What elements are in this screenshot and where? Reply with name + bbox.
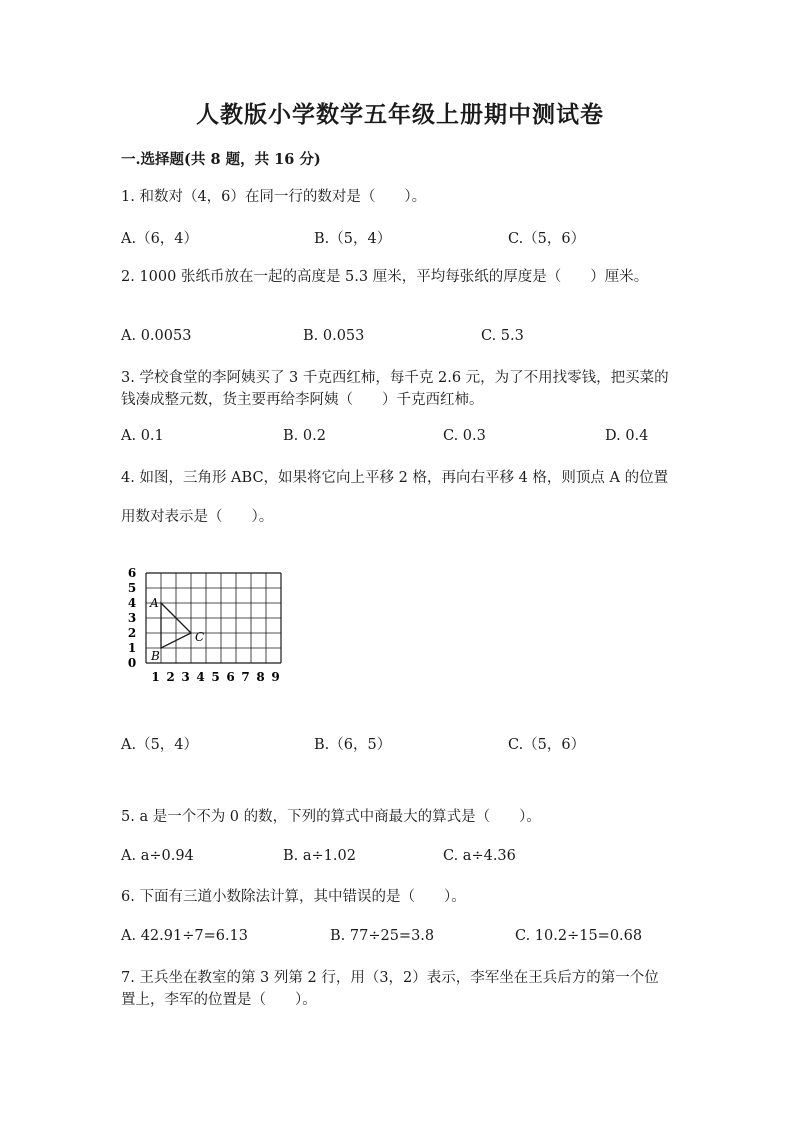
vertex-label-a: A (150, 596, 159, 610)
q1-option-c: C.（5，6） (508, 231, 586, 247)
x-tick-label: 5 (211, 670, 220, 684)
question-5: 5. a 是一个不为 0 的数，下列的算式中商最大的算式是（ ）。 (121, 809, 541, 825)
y-tick-label: 3 (127, 611, 137, 625)
x-tick-label: 3 (181, 670, 190, 684)
vertex-label-c: C (195, 630, 205, 644)
vertex-label-b: B (151, 649, 160, 663)
q5-option-b: B. a÷1.02 (283, 848, 356, 864)
q4-option-a: A.（5，4） (121, 737, 199, 753)
q5-option-c: C. a÷4.36 (443, 848, 516, 864)
q4-option-b: B.（6，5） (314, 737, 392, 753)
question-1: 1. 和数对（4，6）在同一行的数对是（ ）。 (121, 189, 427, 205)
x-tick-label: 4 (196, 670, 205, 684)
question-4: 4. 如图，三角形 ABC，如果将它向上平移 2 格，再向右平移 4 格，则顶点 A 的位置用数对表示是（ ）。 (121, 470, 669, 525)
x-tick-label: 9 (271, 670, 280, 684)
y-tick-label: 1 (127, 641, 137, 655)
q2-option-c: C. 5.3 (481, 328, 524, 344)
q3-option-b: B. 0.2 (283, 428, 326, 444)
vertex-labels (149, 596, 204, 663)
question-6: 6. 下面有三道小数除法计算，其中错误的是（ ）。 (121, 889, 466, 905)
grid-lines (146, 573, 281, 663)
q1-option-b: B.（5，4） (314, 231, 392, 247)
q1-option-a: A.（6，4） (121, 231, 199, 247)
q6-option-c: C. 10.2÷15=0.68 (515, 928, 643, 944)
section-heading: 一.选择题(共 8 题，共 16 分) (121, 151, 321, 168)
q5-option-a: A. a÷0.94 (121, 848, 194, 864)
question-2: 2. 1000 张纸币放在一起的高度是 5.3 厘米，平均每张纸的厚度是（ ）厘米。 (121, 269, 649, 285)
q2-option-b: B. 0.053 (303, 328, 365, 344)
y-tick-label: 5 (127, 581, 137, 595)
x-tick-label: 1 (151, 670, 160, 684)
question-7: 7. 王兵坐在教室的第 3 列第 2 行，用（3，2）表示，李军坐在王兵后方的第一个位置上，李军的位置是（ ）。 (121, 970, 659, 1008)
q6-option-b: B. 77÷25=3.8 (330, 928, 435, 944)
y-tick-label: 6 (127, 566, 137, 580)
coordinate-grid-figure (122, 558, 302, 688)
x-tick-label: 7 (241, 670, 250, 684)
y-tick-label: 2 (127, 626, 137, 640)
q4-option-c: C.（5，6） (508, 737, 586, 753)
page-title: 人教版小学数学五年级上册期中测试卷 (196, 101, 604, 128)
y-tick-label: 4 (127, 596, 137, 610)
q3-option-d: D. 0.4 (605, 428, 649, 444)
q6-option-a: A. 42.91÷7=6.13 (121, 928, 249, 944)
x-tick-label: 6 (226, 670, 235, 684)
q3-option-a: A. 0.1 (121, 428, 164, 444)
x-axis-labels (151, 670, 279, 684)
q3-option-c: C. 0.3 (443, 428, 486, 444)
question-3: 3. 学校食堂的李阿姨买了 3 千克西红柿，每千克 2.6 元，为了不用找零钱，把买菜的钱凑成整元数，货主要再给李阿姨（ ）千克西红柿。 (121, 370, 669, 408)
x-tick-label: 2 (166, 670, 175, 684)
y-tick-label: 0 (127, 656, 137, 670)
x-tick-label: 8 (256, 670, 265, 684)
y-axis-labels (128, 566, 136, 670)
q2-option-a: A. 0.0053 (121, 328, 192, 344)
